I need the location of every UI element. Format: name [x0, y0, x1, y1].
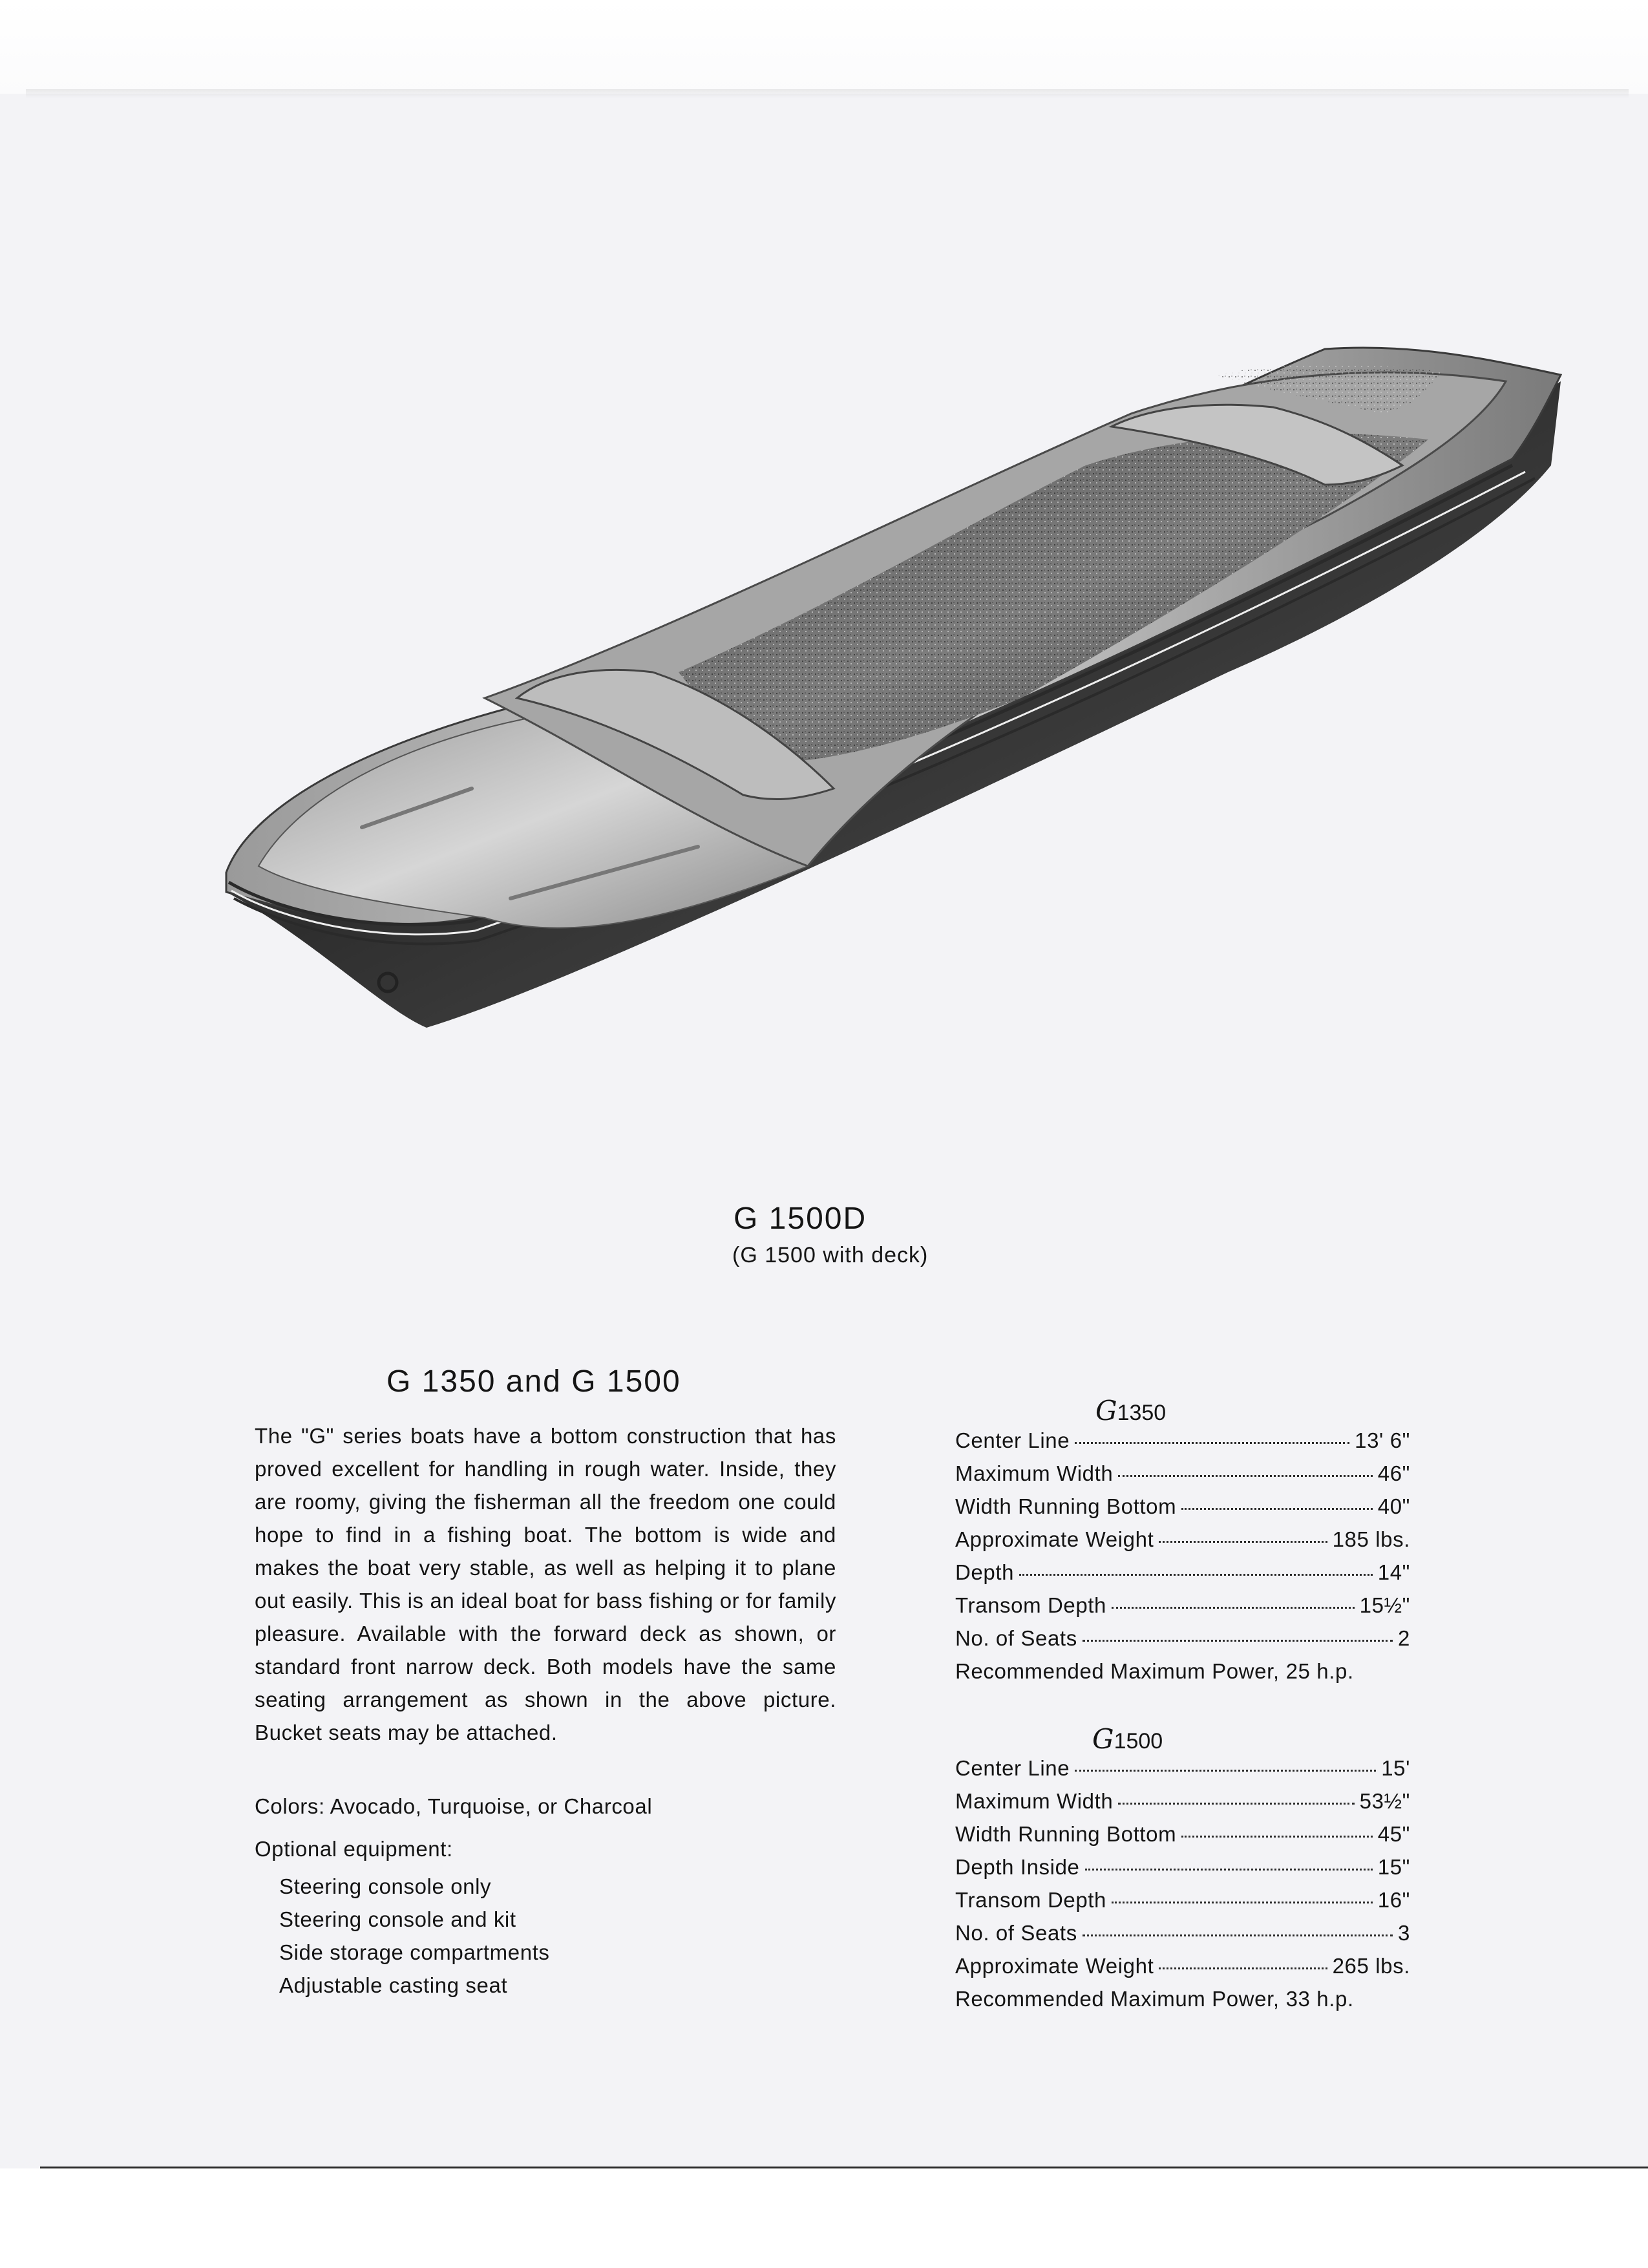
list-item: Steering console only [279, 1874, 492, 1898]
spec-label: No. of Seats [955, 1921, 1077, 1945]
spec-label: Recommended Maximum Power, [955, 1987, 1280, 2011]
spec-table-1350 [955, 1428, 1410, 1692]
spec-label: Approximate Weight [955, 1954, 1154, 1978]
spec-row [955, 1822, 1410, 1855]
spec-row [955, 1659, 1410, 1692]
spec-value: 15½" [1359, 1593, 1410, 1617]
spec-value: 16" [1377, 1888, 1410, 1912]
spec-label: Center Line [955, 1428, 1070, 1452]
spec-row [955, 1494, 1410, 1527]
spec-row [955, 1560, 1410, 1593]
spec-row [955, 1855, 1410, 1888]
list-item: Adjustable casting seat [279, 1973, 508, 1997]
paper-edge-shadow [26, 89, 1629, 98]
spec-value: 2 [1398, 1626, 1410, 1650]
spec-value: 33 h.p. [1285, 1987, 1354, 2011]
spec-row [955, 1921, 1410, 1954]
g-logo-icon: G [1092, 1723, 1114, 1755]
leader-dots [1075, 1770, 1376, 1772]
spec-row [955, 1987, 1410, 2020]
optional-equipment-heading: Optional equipment: [255, 1837, 453, 1861]
spec-value: 14" [1377, 1560, 1410, 1584]
spec-row [955, 1954, 1410, 1987]
series-description: The "G" series boats have a bottom construction that has proved excellent for handling in rough water. Inside, they are roomy, giving the fisherman all the freedom one could hope to find in a fishing boat. The bottom is wide and makes the boat very stable, as well as helping it to plane out easily. This is an ideal boat for bass fishing or for family pleasure. Available with the forward deck as shown, or standard front narrow deck. Both models have the same seating arrangement as shown in the above picture. Bucket seats may be attached. [255, 1424, 836, 1744]
series-heading: G 1350 and G 1500 [386, 1364, 681, 1399]
list-item: Side storage compartments [279, 1940, 550, 1964]
spec-label: No. of Seats [955, 1626, 1077, 1650]
spec-value: 25 h.p. [1285, 1659, 1354, 1683]
spec-label: Center Line [955, 1756, 1070, 1780]
optional-equipment-list [279, 1870, 550, 2002]
spec-row [955, 1626, 1410, 1659]
leader-dots [1085, 1869, 1373, 1871]
spec-heading-1500 [1092, 1723, 1163, 1755]
spec-model-number: 1350 [1117, 1401, 1167, 1425]
spec-row [955, 1461, 1410, 1494]
spec-value: 53½" [1359, 1789, 1410, 1813]
spec-value: 185 lbs. [1332, 1527, 1410, 1551]
spec-value: 46" [1377, 1461, 1410, 1485]
model-title: G 1500D [734, 1202, 867, 1236]
spec-value: 13' 6" [1355, 1428, 1410, 1452]
spec-label: Transom Depth [955, 1888, 1106, 1912]
reverse-show-through [840, 1099, 1034, 1112]
spec-label: Recommended Maximum Power, [955, 1659, 1280, 1683]
leader-dots [1118, 1475, 1372, 1477]
spec-row [955, 1888, 1410, 1921]
leader-dots [1118, 1803, 1354, 1805]
model-subtitle: (G 1500 with deck) [732, 1243, 929, 1267]
spec-value: 15' [1381, 1756, 1410, 1780]
leader-dots [1112, 1902, 1373, 1903]
spec-label: Transom Depth [955, 1593, 1106, 1617]
boat-photo [213, 336, 1583, 1047]
leader-dots [1159, 1541, 1327, 1543]
spec-label: Depth Inside [955, 1855, 1080, 1879]
leader-dots [1075, 1442, 1349, 1444]
spec-table-1500 [955, 1756, 1410, 2020]
leader-dots [1181, 1836, 1373, 1838]
list-item: Steering console and kit [279, 1907, 516, 1931]
leader-dots [1083, 1934, 1393, 1936]
spec-value: 265 lbs. [1332, 1954, 1410, 1978]
spec-heading-1350 [1095, 1395, 1166, 1426]
colors-line: Colors: Avocado, Turquoise, or Charcoal [255, 1794, 653, 1818]
spec-value: 45" [1377, 1822, 1410, 1846]
spec-value: 15" [1377, 1855, 1410, 1879]
leader-dots [1019, 1574, 1373, 1576]
spec-value: 40" [1377, 1494, 1410, 1518]
bottom-margin [0, 2168, 1648, 2268]
spec-row [955, 1756, 1410, 1789]
spec-row [955, 1428, 1410, 1461]
spec-row [955, 1527, 1410, 1560]
spec-label: Maximum Width [955, 1789, 1114, 1813]
spec-label: Width Running Bottom [955, 1494, 1177, 1518]
leader-dots [1083, 1640, 1393, 1642]
spec-label: Depth [955, 1560, 1015, 1584]
spec-model-number: 1500 [1114, 1729, 1163, 1754]
spec-label: Approximate Weight [955, 1527, 1154, 1551]
spec-label: Width Running Bottom [955, 1822, 1177, 1846]
leader-dots [1181, 1508, 1373, 1510]
leader-dots [1112, 1607, 1355, 1609]
top-margin [0, 0, 1648, 94]
spec-row [955, 1789, 1410, 1822]
spec-label: Maximum Width [955, 1461, 1114, 1485]
spec-row [955, 1593, 1410, 1626]
spec-value: 3 [1398, 1921, 1410, 1945]
g-logo-icon: G [1095, 1395, 1117, 1426]
leader-dots [1159, 1967, 1327, 1969]
